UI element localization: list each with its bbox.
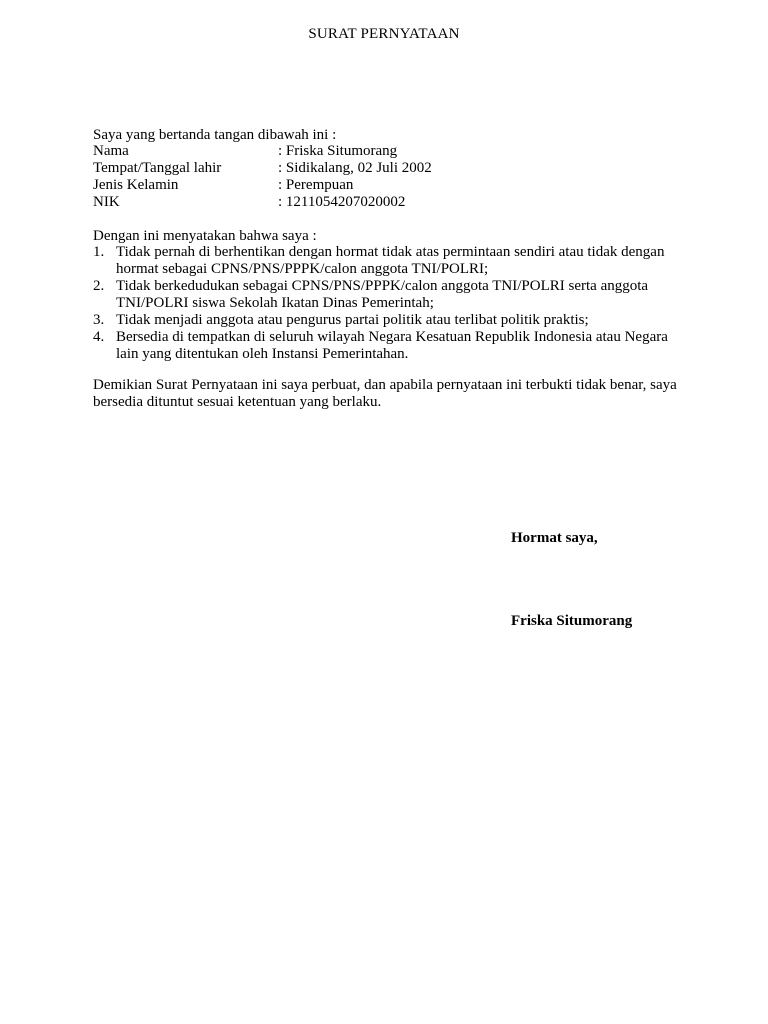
identity-row-birth: [93, 160, 432, 177]
signature-name: Friska Situmorang: [511, 613, 633, 629]
identity-row-gender: [93, 177, 432, 194]
list-item-text: Tidak berkedudukan sebagai CPNS/PNS/PPPK/calon anggota TNI/POLRI serta anggota TNI/POLRI siswa Sekolah Ikatan Dinas Pemerintah;: [116, 278, 649, 311]
identity-label: Tempat/Tanggal lahir: [93, 160, 222, 176]
list-item: [93, 329, 693, 363]
declaration-intro: Dengan ini menyatakan bahwa saya :: [93, 228, 317, 244]
list-item-text: Tidak pernah di berhentikan dengan hormat tidak atas permintaan sendiri atau tidak dengan hormat sebagai CPNS/PNS/PPPK/calon anggota TNI/POLRI;: [116, 244, 665, 277]
closing-paragraph: Demikian Surat Pernyataan ini saya perbuat, dan apabila pernyataan ini terbukti tidak benar, saya bersedia dituntut sesuai ketentuan yang berlaku.: [93, 377, 677, 410]
list-item-text: Tidak menjadi anggota atau pengurus partai politik atau terlibat politik praktis;: [116, 312, 589, 328]
identity-label: Jenis Kelamin: [93, 177, 179, 193]
identity-value: : Friska Situmorang: [278, 143, 398, 159]
list-item: [93, 278, 693, 312]
identity-row-name: [93, 143, 432, 160]
identity-value: : Perempuan: [278, 177, 354, 193]
identity-value: : Sidikalang, 02 Juli 2002: [278, 160, 432, 176]
identity-value: : 1211054207020002: [278, 194, 406, 210]
identity-label: Nama: [93, 143, 129, 159]
intro-text: Saya yang bertanda tangan dibawah ini :: [93, 127, 337, 143]
list-item-number: 1.: [93, 244, 105, 260]
list-item-number: 4.: [93, 329, 105, 345]
statement-list: [93, 244, 693, 363]
document-title: SURAT PERNYATAAN: [308, 26, 460, 42]
identity-label: NIK: [93, 194, 120, 210]
identity-table: [93, 143, 432, 211]
list-item-number: 3.: [93, 312, 105, 328]
list-item-number: 2.: [93, 278, 105, 294]
identity-row-nik: [93, 194, 432, 211]
list-item: [93, 312, 693, 329]
list-item: [93, 244, 693, 278]
list-item-text: Bersedia di tempatkan di seluruh wilayah Negara Kesatuan Republik Indonesia atau Negara lain yang ditentukan oleh Instansi Pemerintahan.: [116, 329, 668, 362]
signature-greeting: Hormat saya,: [511, 530, 598, 546]
